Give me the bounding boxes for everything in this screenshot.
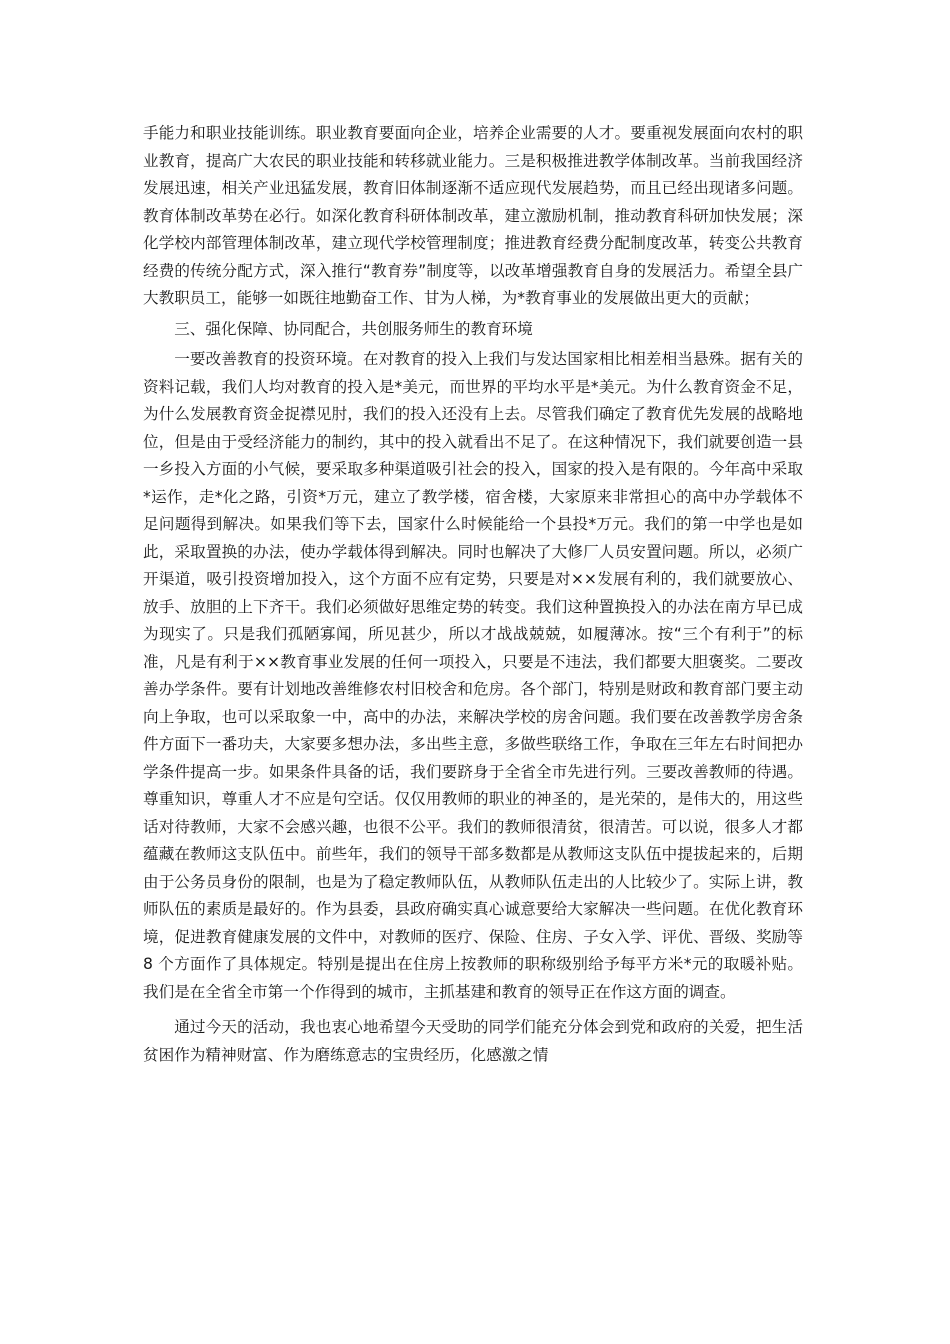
paragraph-investment-environment: 一要改善教育的投资环境。在对教育的投入上我们与发达国家相比相差相当悬殊。据有关的资料记载，我们人均对教育的投入是*美元，而世界的平均水平是*美元。为什么教育资金不足，为什么发展教育资金捉襟见肘，我们的投入还没有上去。尽管我们确定了教育优先发展的战略地位，但是由于受经济能力的制约，其中的投入就看出不足了。在这种情况下，我们就要创造一县一乡投入方面的小气候，要采取多种渠道吸引社会的投入，国家的投入是有限的。今年高中采取*运作，走*化之路，引资*万元，建立了教学楼，宿舍楼，大家原来非常担心的高中办学载体不足问题得到解决。如果我们等下去，国家什么时候能给一个县投*万元。我们的第一中学也是如此，采取置换的办法，使办学载体得到解决。同时也解决了大修厂人员安置问题。所以，必须广开渠道，吸引投资增加投入，这个方面不应有定势，只要是对××发展有利的，我们就要放心、放手、放胆的上下齐干。我们必须做好思维定势的转变。我们这种置换投入的办法在南方早已成为现实了。只是我们孤陋寡闻，所见甚少，所以才战战兢兢，如履薄冰。按“三个有利于”的标准，凡是有利于××教育事业发展的任何一项投入，只要是不违法，我们都要大胆褒奖。二要改善办学条件。要有计划地改善维修农村旧校舍和危房。各个部门，特别是财政和教育部门要主动向上争取，也可以采取象一中，高中的办法，来解决学校的房舍问题。我们要在改善教学房舍条件方面下一番功夫，大家要多想办法，多出些主意，多做些联络工作，争取在三年左右时间把办学条件提高一步。如果条件具备的话，我们要跻身于全省全市先进行列。三要改善教师的待遇。尊重知识，尊重人才不应是句空话。仅仅用教师的职业的神圣的，是光荣的，是伟大的，用这些话对待教师，大家不会感兴趣，也很不公平。我们的教师很清贫，很清苦。可以说，很多人才都蕴藏在教师这支队伍中。前些年，我们的领导干部多数都是从教师这支队伍中提拔起来的，后期由于公务员身份的限制，也是为了稳定教师队伍，从教师队伍走出的人比较少了。实际上讲，教师队伍的素质是最好的。作为县委，县政府确实真心诚意要给大家解决一些问题。在优化教育环境，促进教育健康发展的文件中，对教师的医疗、保险、住房、子女入学、评优、晋级、奖励等 8 个方面作了具体规定。特别是提出在住房上按教师的职称级别给予每平方米*元的取暖补贴。我们是在全省全市第一个作得到的城市，主抓基建和教育的领导正在作这方面的调查。 <box>143 350 803 1001</box>
document-page <box>143 120 803 1069</box>
paragraph-closing-remarks: 通过今天的活动，我也衷心地希望今天受助的同学们能充分体会到党和政府的关爱，把生活贫困作为精神财富、作为磨练意志的宝贵经历，化感激之情 <box>143 1018 803 1064</box>
section-heading-3: 三、强化保障、协同配合，共创服务师生的教育环境 <box>174 319 533 338</box>
paragraph-vocational-education: 手能力和职业技能训练。职业教育要面向企业，培养企业需要的人才。要重视发展面向农村的职业教育，提高广大农民的职业技能和转移就业能力。三是积极推进教学体制改革。当前我国经济发展迅速，相关产业迅猛发展，教育旧体制逐渐不适应现代发展趋势，而且已经出现诸多问题。教育体制改革势在必行。如深化教育科研体制改革，建立激励机制，推动教育科研加快发展；深化学校内部管理体制改革，建立现代学校管理制度；推进教育经费分配制度改革，转变公共教育经费的传统分配方式，深入推行“教育券”制度等，以改革增强教育自身的发展活力。希望全县广大教职员工，能够一如既往地勤奋工作、甘为人梯，为*教育事业的发展做出更大的贡献； <box>143 124 803 307</box>
